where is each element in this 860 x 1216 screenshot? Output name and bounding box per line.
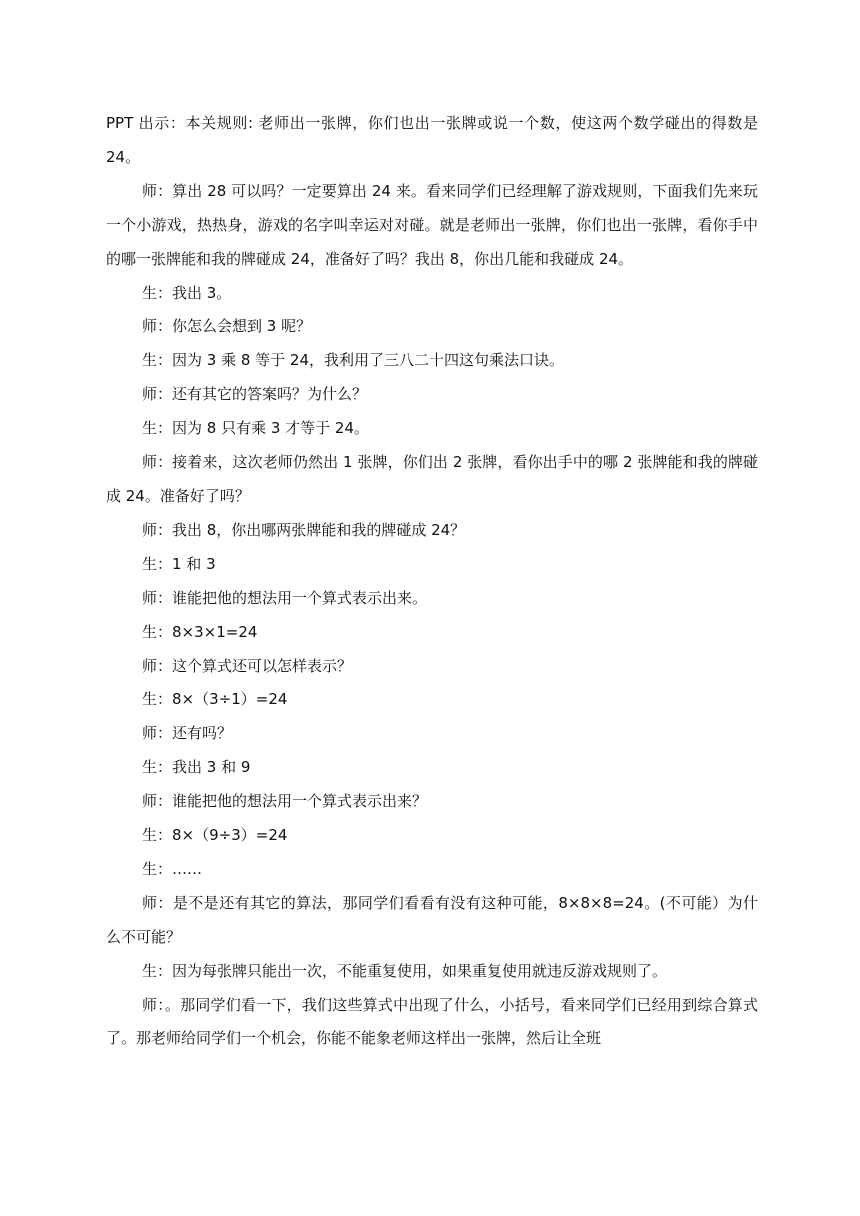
paragraph: 生：我出 3。 [142,283,232,302]
paragraph: 生：因为 3 乘 8 等于 24，我利用了三八二十四这句乘法口诀。 [142,351,565,370]
paragraph: 生：因为 8 只有乘 3 才等于 24。 [142,419,370,438]
paragraph: 师：还有其它的答案吗？为什么？ [142,385,368,404]
paragraph: 师：我出 8，你出哪两张牌能和我的牌碰成 24？ [142,520,466,539]
paragraph: 师：你怎么会想到 3 呢？ [142,317,312,336]
paragraph: 师：算出 28 可以吗？一定要算出 24 来。看来同学们已经理解了游戏规则，下面我们先来玩一个小游戏，热热身，游戏的名字叫幸运对对碰。就是老师出一张牌，你们也出一张牌，看你手中的哪一张牌能和我的牌碰成 24，准备好了吗？我出 8，你出几能和我碰成 24。 [106,181,758,268]
paragraph: 生：1 和 3 [142,554,216,573]
paragraph: 师：谁能把他的想法用一个算式表示出来。 [142,588,428,607]
paragraph: 师：这个算式还可以怎样表示？ [142,656,353,675]
paragraph: 生：8×（9÷3）=24 [142,826,288,845]
paragraph: 生：…… [142,859,203,878]
paragraph: PPT 出示：本关规则: 老师出一张牌，你们也出一张牌或说一个数，使这两个数学碰出的得数是 24。 [106,114,758,166]
paragraph: 师：还有吗？ [142,724,233,743]
paragraph: 生：8×（3÷1）=24 [142,690,288,709]
paragraph: 生：8×3×1=24 [142,622,258,641]
paragraph: 师：接着来，这次老师仍然出 1 张牌，你们出 2 张牌，看你出手中的哪 2 张牌能和我的牌碰成 24。准备好了吗？ [106,453,758,505]
paragraph: 师：是不是还有其它的算法，那同学们看看有没有这种可能，8×8×8=24。(不可能）为什么不可能？ [106,893,758,946]
document-body [106,107,758,1056]
paragraph: 师：谁能把他的想法用一个算式表示出来？ [142,792,428,811]
paragraph: 生：因为每张牌只能出一次，不能重复使用，如果重复使用就违反游戏规则了。 [142,961,668,980]
paragraph: 师：。那同学们看一下，我们这些算式中出现了什么，小括号，看来同学们已经用到综合算式了。那老师给同学们一个机会，你能不能象老师这样出一张牌，然后让全班 [106,995,758,1048]
paragraph: 生：我出 3 和 9 [142,758,251,777]
